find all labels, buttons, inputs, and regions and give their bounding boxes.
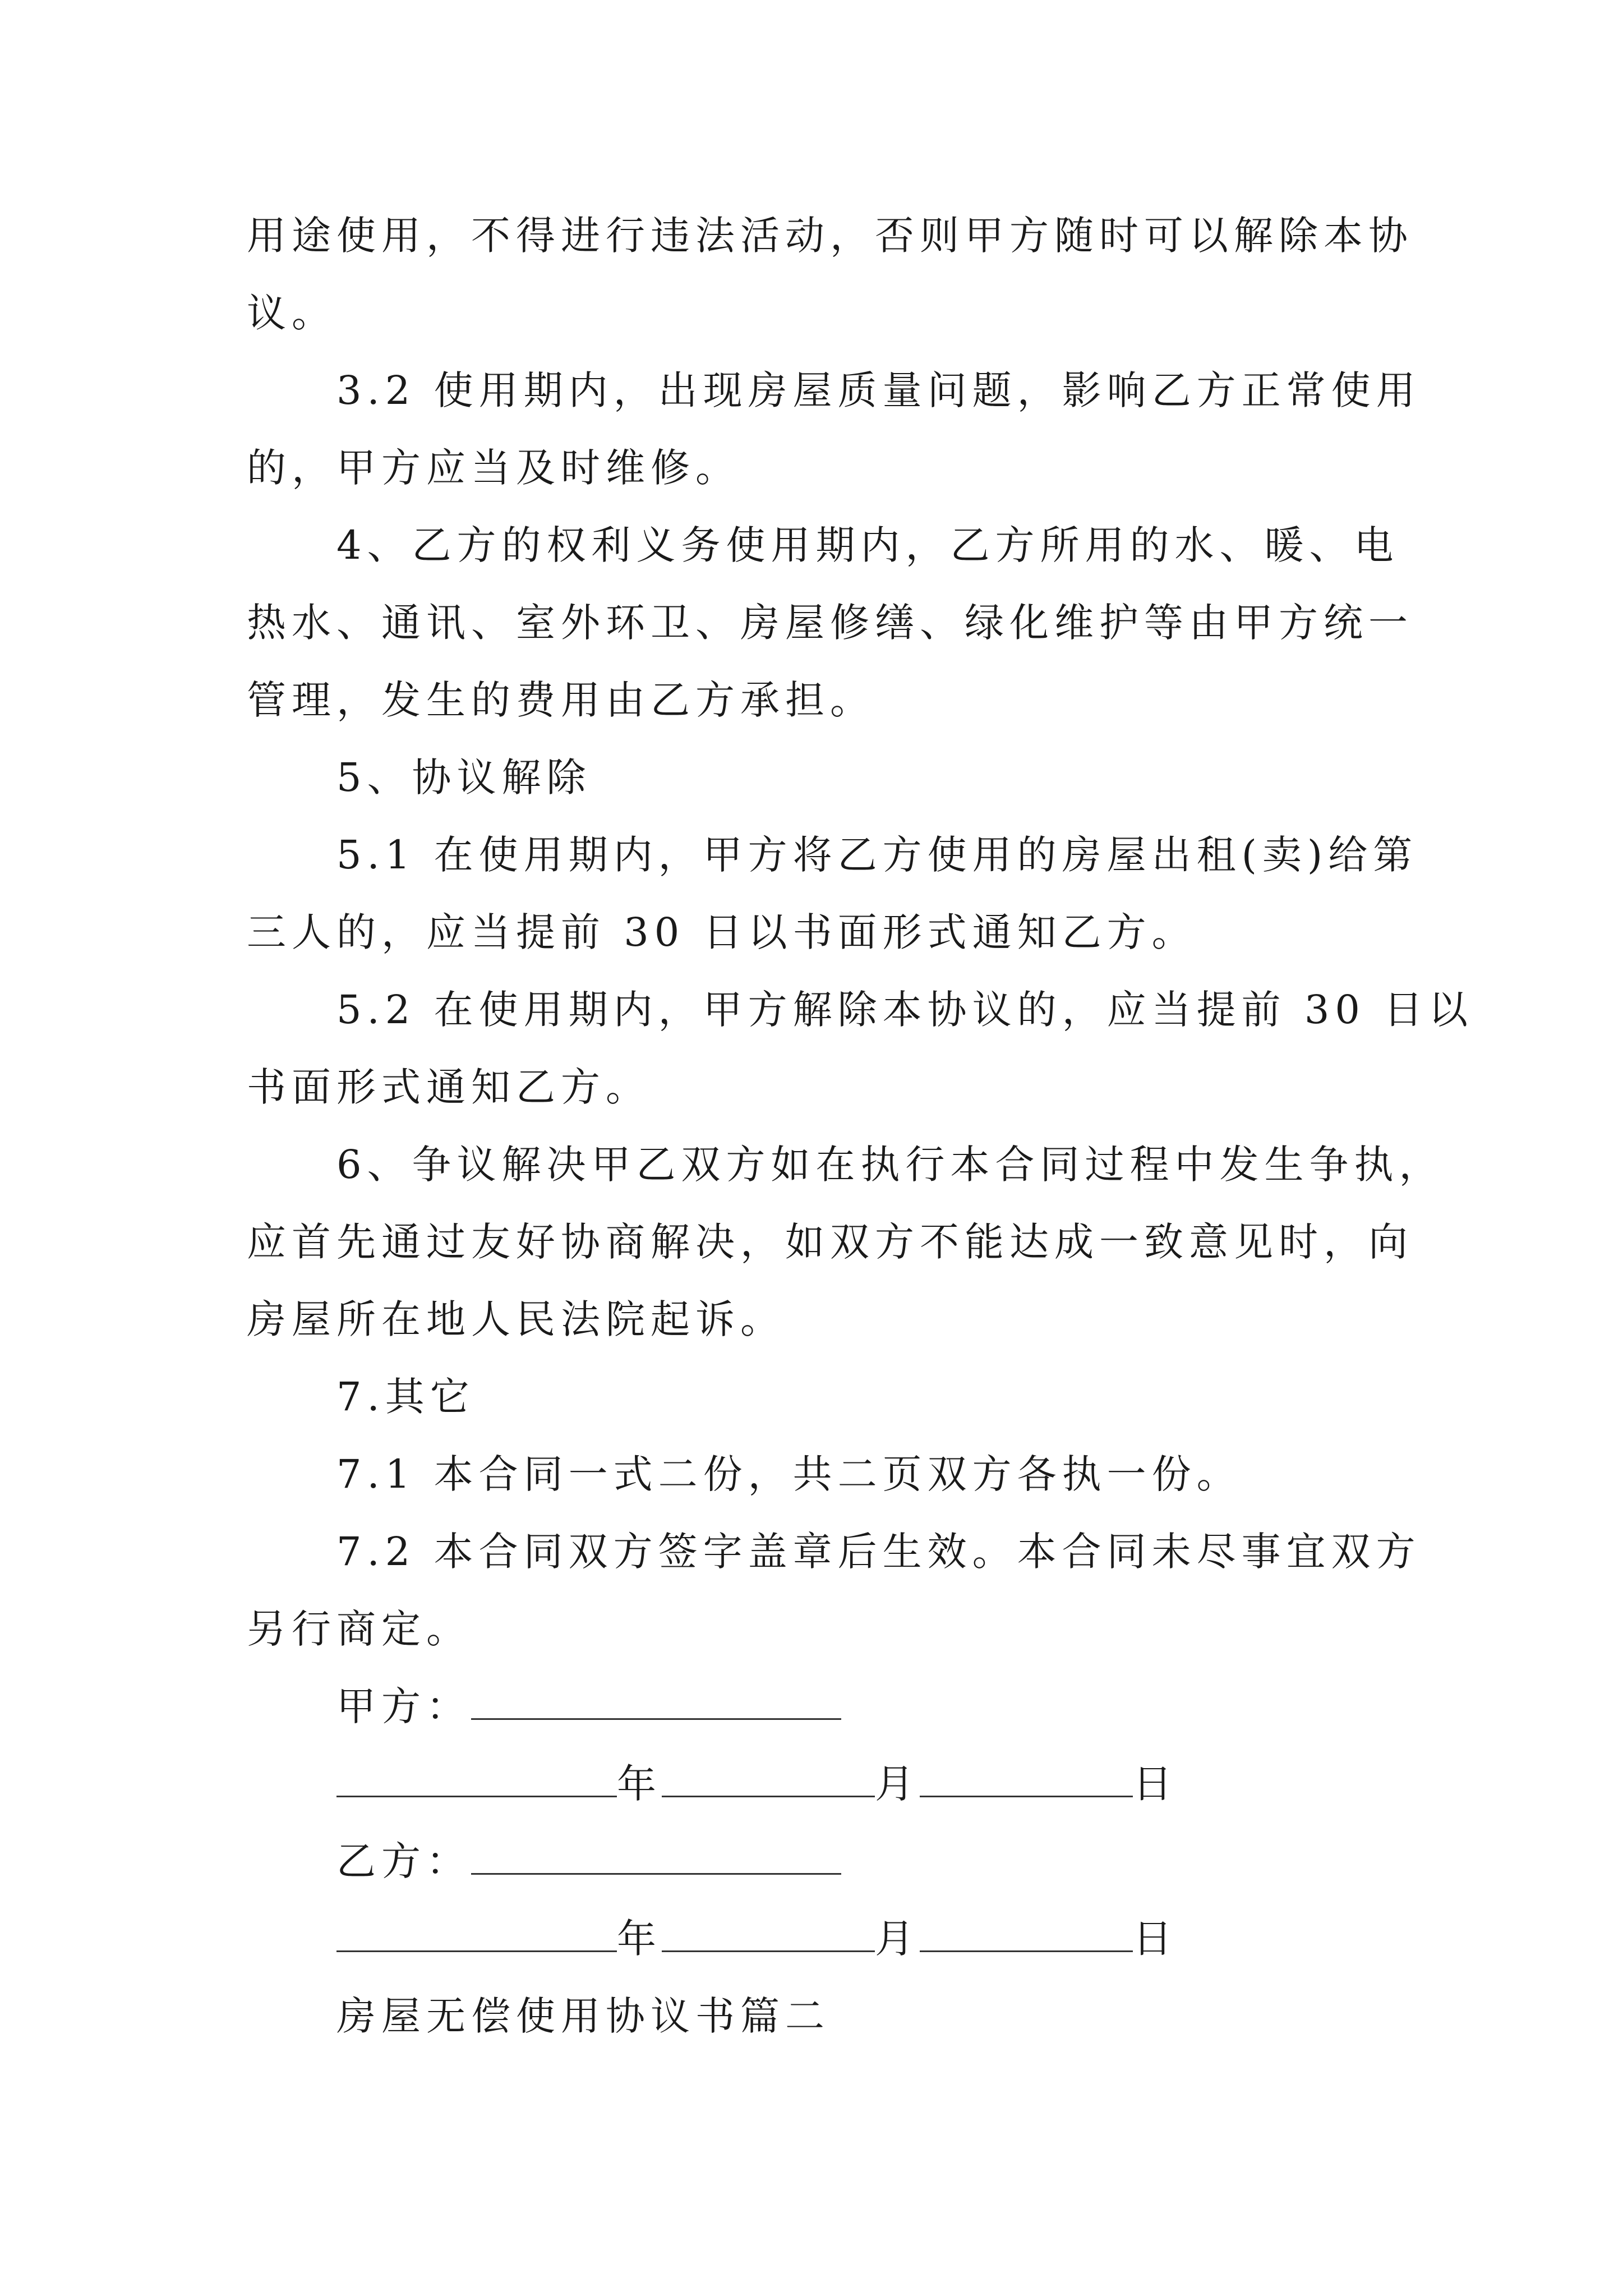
month-blank — [662, 1916, 875, 1952]
year-blank — [336, 1916, 617, 1952]
party-b-signature-row — [336, 1834, 841, 1888]
party-b-label: 乙方： — [336, 1838, 471, 1884]
paragraph-line: 议。 — [247, 290, 336, 336]
paragraph-line: 应首先通过友好协商解决，如双方不能达成一致意见时，向 — [247, 1219, 1413, 1265]
month-label: 月 — [875, 1916, 920, 1962]
paragraph-line: 书面形式通知乙方。 — [247, 1064, 651, 1110]
party-a-signature-blank — [471, 1683, 841, 1720]
party-a-signature-row — [336, 1680, 841, 1733]
clause-5-1: 5.1 在使用期内，甲方将乙方使用的房屋出租(卖)给第 — [336, 832, 1418, 878]
clause-5-heading: 5、协议解除 — [336, 754, 592, 800]
paragraph-line: 三人的，应当提前 30 日以书面形式通知乙方。 — [247, 909, 1197, 955]
clause-4: 4、乙方的权利义务使用期内，乙方所用的水、暖、电 — [336, 522, 1399, 568]
month-label: 月 — [875, 1761, 920, 1807]
party-b-signature-blank — [471, 1838, 841, 1875]
party-a-label: 甲方： — [336, 1683, 471, 1729]
clause-7-heading: 7.其它 — [336, 1374, 475, 1420]
day-label: 日 — [1133, 1916, 1178, 1962]
year-label: 年 — [617, 1761, 662, 1807]
paragraph-line: 用途使用，不得进行违法活动，否则甲方随时可以解除本协 — [247, 213, 1413, 259]
paragraph-line: 热水、通讯、室外环卫、房屋修缮、绿化维护等由甲方统一 — [247, 600, 1413, 646]
next-section-title: 房屋无偿使用协议书篇二 — [336, 1993, 830, 2039]
party-a-date-row — [336, 1757, 1178, 1811]
day-blank — [920, 1916, 1133, 1952]
day-blank — [920, 1761, 1133, 1797]
paragraph-line: 管理，发生的费用由乙方承担。 — [247, 677, 875, 723]
clause-5-2: 5.2 在使用期内，甲方解除本协议的，应当提前 30 日以 — [336, 987, 1474, 1033]
year-blank — [336, 1761, 617, 1797]
paragraph-line: 房屋所在地人民法院起诉。 — [247, 1296, 785, 1342]
day-label: 日 — [1133, 1761, 1178, 1807]
clause-3-2: 3.2 使用期内，出现房屋质量问题，影响乙方正常使用 — [336, 367, 1421, 413]
month-blank — [662, 1761, 875, 1797]
clause-6: 6、争议解决甲乙双方如在执行本合同过程中发生争执， — [336, 1142, 1444, 1188]
party-b-date-row — [336, 1912, 1178, 1966]
clause-7-2: 7.2 本合同双方签字盖章后生效。本合同未尽事宜双方 — [336, 1529, 1421, 1575]
year-label: 年 — [617, 1916, 662, 1962]
paragraph-line: 另行商定。 — [247, 1606, 471, 1652]
paragraph-line: 的，甲方应当及时维修。 — [247, 445, 740, 491]
clause-7-1: 7.1 本合同一式二份，共二页双方各执一份。 — [336, 1451, 1242, 1497]
